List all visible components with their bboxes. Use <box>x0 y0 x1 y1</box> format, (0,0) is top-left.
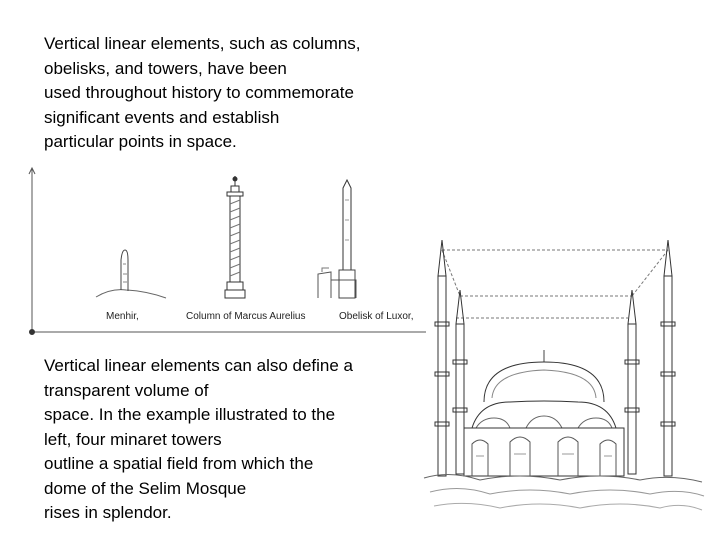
minaret-line-3: space. In the example illustrated to the <box>44 405 336 424</box>
minaret-line-5: outline a spatial field from which the <box>44 454 314 473</box>
minaret-line-1: Vertical linear elements can also define a <box>44 356 354 375</box>
minaret-inner-left <box>453 290 467 474</box>
menhir-caption: Menhir, <box>106 311 139 322</box>
minaret-outer-left <box>435 240 449 476</box>
mosque-body <box>464 401 624 476</box>
column-drawing <box>225 176 245 298</box>
intro-line-5: particular points in space. <box>44 132 237 151</box>
intro-line-1: Vertical linear elements, such as columns, <box>44 34 361 53</box>
intro-line-2: obelisks, and towers, have been <box>44 58 287 78</box>
menhir-drawing <box>96 250 166 298</box>
intro-line-4: significant events and establish <box>44 107 280 127</box>
minaret-line-6: dome of the Selim Mosque <box>44 478 247 498</box>
intro-line-3: used throughout history to commemorate <box>44 83 354 102</box>
minaret-line-2: transparent volume of <box>44 380 209 400</box>
selim-mosque-illustration <box>420 232 710 524</box>
ground-vegetation <box>424 474 704 510</box>
minaret-paragraph <box>44 354 353 526</box>
intro-paragraph <box>44 32 361 155</box>
obelisk-caption: Obelisk of Luxor, <box>339 311 414 322</box>
main-dome <box>484 350 604 402</box>
column-caption: Column of Marcus Aurelius <box>186 311 306 322</box>
minaret-line-4: left, four minaret towers <box>44 429 222 449</box>
obelisk-drawing <box>318 180 356 298</box>
minaret-line-7: rises in splendor. <box>44 503 172 522</box>
minaret-outer-right <box>661 240 675 476</box>
